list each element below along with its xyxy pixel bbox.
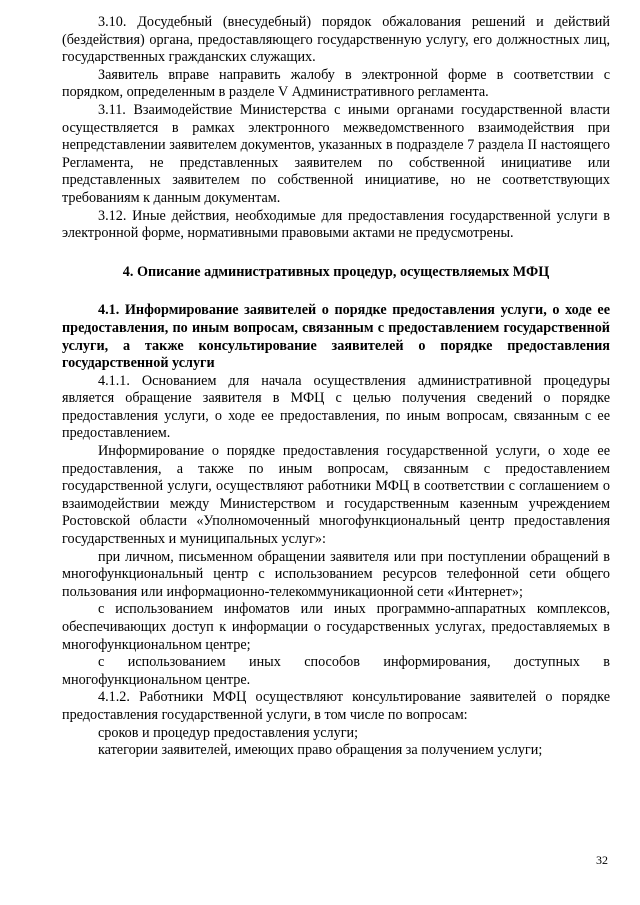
list-item-terms: сроков и процедур предоставления услуги; xyxy=(98,724,359,741)
list-item-categories: категории заявителей, имеющих право обращения за получением услуги; xyxy=(98,742,543,759)
paragraph-4-1-2: 4.1.2. Работники МФЦ осуществляют консультирование заявителей о порядке предоставления государственной услуги, в том числе по вопросам: xyxy=(62,689,610,723)
paragraph-complaint: Заявитель вправе направить жалобу в электронной форме в соответствии с порядком, определенным в разделе V Административного регламента. xyxy=(62,66,610,101)
list-item-other-methods: с использованием иных способов информирования, доступных в многофункциональном центре. xyxy=(62,654,610,688)
list-item-personal: при личном, письменном обращении заявителя или при поступлении обращений в многофункциональный центр с использованием ресурсов телефонной сети общего пользования или информационно-телекоммуникационной сети «Интернет»; xyxy=(62,548,610,600)
section-heading: 4. Описание административных процедур, осуществляемых МФЦ xyxy=(122,263,550,280)
document-page xyxy=(62,14,610,760)
page-number: 32 xyxy=(596,853,608,867)
subsection-heading: 4.1. Информирование заявителей о порядке предоставления услуги, о ходе ее предоставления, по иным вопросам, связанным с предоставлением государственной услуги, а также консультирование заявителей о порядке предоставления государственной услуги xyxy=(62,302,610,372)
paragraph-3-10: 3.10. Досудебный (внесудебный) порядок обжалования решений и действий (бездействия) органа, предоставляющего государственную услугу, его должностных лиц, государственных гражданских служащих. xyxy=(62,14,610,66)
paragraph-informing: Информирование о порядке предоставления государственной услуги, о ходе ее предоставления, а также по иным вопросам, связанным с предоставлением государственной услуги, осуществляют работники МФЦ в соответствии с соглашением о взаимодействии между Министерством и государственным казенным учреждением Ростовской области «Уполномоченный многофункциональный центр предоставления государственных и муниципальных услуг»: xyxy=(62,443,610,548)
paragraph-3-12: 3.12. Иные действия, необходимые для предоставления государственной услуги в электронной форме, нормативными правовыми актами не предусмотрены. xyxy=(62,207,610,242)
paragraph-3-11: 3.11. Взаимодействие Министерства с иными органами государственной власти осуществляется в рамках электронного межведомственного взаимодействия при непредставлении заявителем документов, указанных в подразделе 7 раздела II настоящего Регламента, не представленных заявителем по собственной инициативе или представленных заявителем по собственной инициативе, но не соответствующих требованиям к данным документам. xyxy=(62,101,610,206)
list-item-infomats: с использованием инфоматов или иных программно-аппаратных комплексов, обеспечивающих доступ к информации о государственных услугах, предоставляемых в многофункциональном центре; xyxy=(62,601,610,653)
paragraph-4-1-1: 4.1.1. Основанием для начала осуществления административной процедуры является обращение заявителя в МФЦ с целью получения сведений о порядке предоставления услуги, о ходе ее предоставления, по иным вопросам, связанным с ее предоставлением. xyxy=(62,372,610,442)
